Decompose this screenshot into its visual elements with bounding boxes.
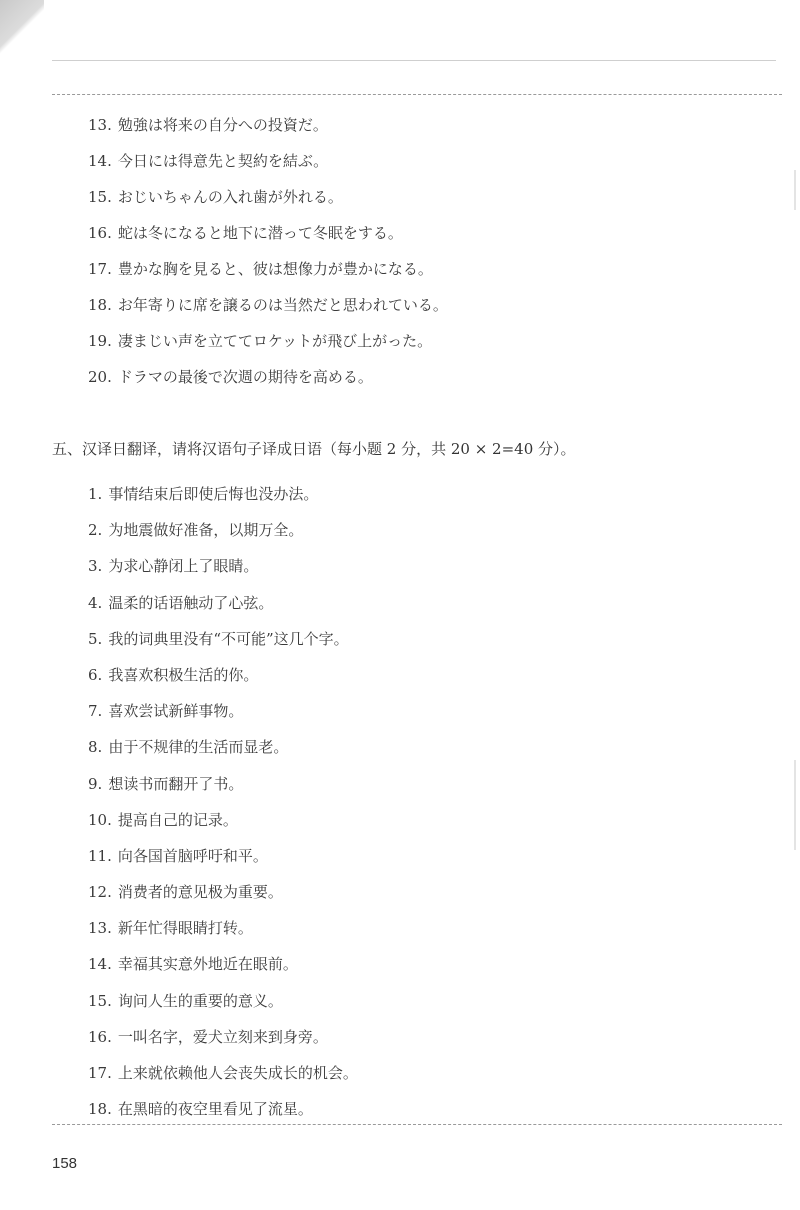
item-text: 为求心静闭上了眼睛。 [108, 557, 259, 576]
item-number: 15. [88, 991, 112, 1010]
list-item [88, 329, 448, 365]
item-text: 消费者的意见极为重要。 [117, 883, 283, 902]
item-number: 20. [88, 368, 112, 386]
item-number: 18. [88, 1100, 112, 1119]
item-text: 为地震做好准备，以期万全。 [108, 521, 304, 540]
item-text: ドラマの最後で次週の期待を高める。 [117, 368, 373, 386]
item-text: 幸福其实意外地近在眼前。 [117, 955, 298, 974]
item-text: 在黑暗的夜空里看见了流星。 [117, 1100, 313, 1119]
list-item [88, 663, 358, 699]
list-item [88, 952, 358, 988]
item-number: 4. [88, 593, 103, 612]
item-text: 蛇は冬になると地下に潜って冬眠をする。 [117, 224, 403, 242]
list-item [88, 518, 358, 554]
item-number: 14. [88, 955, 112, 974]
item-text: 向各国首脑呼吁和平。 [117, 846, 268, 865]
header-rule [52, 60, 776, 61]
item-text: 豊かな胸を見ると、彼は想像力が豊かになる。 [117, 260, 433, 278]
item-number: 2. [88, 521, 103, 540]
item-text: 温柔的话语触动了心弦。 [108, 593, 274, 612]
item-number: 14. [88, 152, 112, 170]
list-item [88, 880, 358, 916]
list-item [88, 185, 448, 221]
item-text: 想读书而翻开了书。 [108, 774, 244, 793]
item-number: 8. [88, 738, 103, 757]
list-item [88, 149, 448, 185]
list-item [88, 113, 448, 149]
bottom-dashed-divider [52, 1124, 782, 1125]
item-number: 17. [88, 1064, 112, 1082]
item-text: 今日には得意先と契約を結ぶ。 [117, 152, 329, 170]
item-number: 16. [88, 1027, 112, 1046]
list-item [88, 1097, 358, 1133]
list-item [88, 808, 358, 844]
list-item [88, 844, 358, 880]
list-item [88, 221, 448, 257]
list-item [88, 591, 358, 627]
list-item [88, 627, 358, 663]
item-text: 喜欢尝试新鲜事物。 [108, 702, 244, 721]
item-number: 7. [88, 702, 103, 721]
page-corner-fold [0, 0, 44, 60]
item-text: 凄まじい声を立ててロケットが飛び上がった。 [117, 332, 433, 350]
item-number: 6. [88, 665, 103, 684]
item-number: 10. [88, 810, 112, 829]
item-number: 12. [88, 883, 112, 902]
item-number: 11. [88, 846, 112, 865]
item-number: 3. [88, 557, 103, 576]
item-text: 询问人生的重要的意义。 [117, 991, 283, 1010]
item-text: 提高自己的记录。 [117, 810, 238, 829]
list-item [88, 482, 358, 518]
list-item [88, 772, 358, 808]
list-item [88, 257, 448, 293]
item-number: 1. [88, 485, 103, 503]
item-text: 事情结束后即使后悔也没办法。 [108, 485, 319, 503]
item-text: 由于不规律的生活而显老。 [108, 738, 289, 757]
section5-sentence-list [88, 482, 358, 1133]
item-text: お年寄りに席を譲るのは当然だと思われている。 [117, 296, 448, 314]
item-number: 5. [88, 629, 103, 648]
item-text: 新年忙得眼睛打转。 [117, 919, 253, 938]
list-item [88, 293, 448, 329]
list-item [88, 1061, 358, 1097]
list-item [88, 735, 358, 771]
list-item [88, 916, 358, 952]
item-number: 13. [88, 919, 112, 938]
list-item [88, 1025, 358, 1061]
item-text: 勉強は将来の自分への投資だ。 [117, 116, 328, 134]
section-title: 五、汉译日翻译，请将汉语句子译成日语（每小题 2 分，共 20 × 2=40 分）。 [52, 440, 576, 458]
item-number: 13. [88, 116, 112, 134]
scan-artifact [794, 760, 796, 850]
item-number: 15. [88, 188, 112, 206]
item-text: 一叫名字，爱犬立刻来到身旁。 [117, 1027, 328, 1046]
page-number: 158 [52, 1155, 78, 1172]
scan-artifact [794, 170, 796, 210]
item-text: 我的词典里没有“不可能”这几个字。 [108, 629, 349, 648]
item-text: 上来就依赖他人会丧失成长的机会。 [117, 1064, 358, 1082]
list-item [88, 699, 358, 735]
section4-sentence-list [88, 113, 448, 401]
item-text: 我喜欢积极生活的你。 [108, 665, 259, 684]
item-text: おじいちゃんの入れ歯が外れる。 [117, 188, 343, 206]
item-number: 19. [88, 332, 112, 350]
item-number: 18. [88, 296, 112, 314]
top-dashed-divider [52, 94, 782, 95]
item-number: 16. [88, 224, 112, 242]
item-number: 9. [88, 774, 103, 793]
list-item [88, 554, 358, 590]
list-item [88, 989, 358, 1025]
item-number: 17. [88, 260, 112, 278]
list-item [88, 365, 448, 401]
